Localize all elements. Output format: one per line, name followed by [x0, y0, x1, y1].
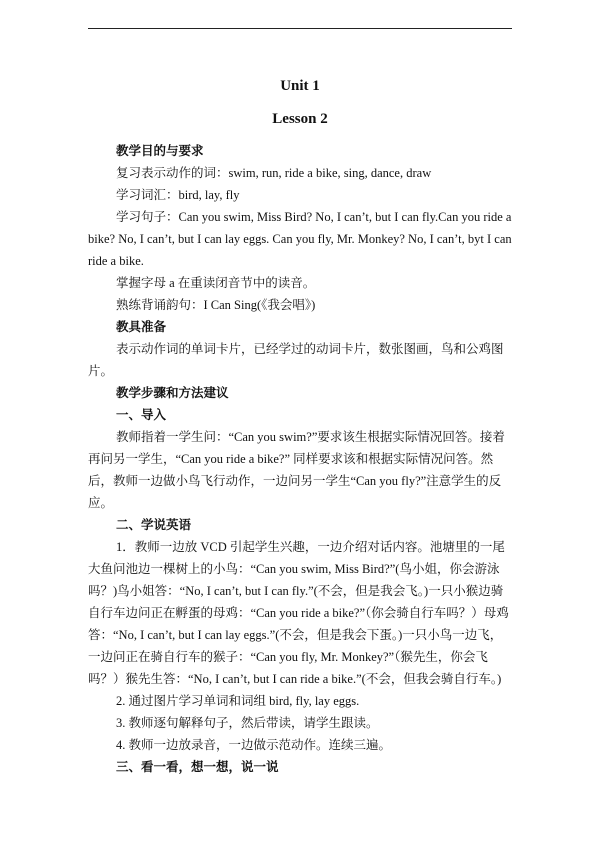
goal-item: 熟练背诵韵句：I Can Sing(《我会唱》) [116, 298, 316, 312]
step1-text: 教师指着一学生问：“Can you swim?”要求该生根据实际情况回答。接着再问另一学生，“Can you ride a bike?” 同样要求该和根据实际情况问答。然后，教师一边做小鸟飞行动作，一边问另一学生“Can you fly?”注意学生的反应。 [88, 430, 505, 510]
document-body [88, 78, 512, 778]
tools-text: 表示动作词的单词卡片，已经学过的动词卡片，数张图画，鸟和公鸡图片。 [88, 342, 504, 378]
step2-item: 1．教师一边放 VCD 引起学生兴趣，一边介绍对话内容。池塘里的一尾大鱼问池边一棵树上的小鸟：“Can you swim, Miss Bird?”(鸟小姐，你会游泳吗？)鸟小姐答：“No, I can’t, but I can fly.”(不会，但是我会飞。)一只小猴边骑自行车边问正在孵蛋的母鸡：“Can you ride a bike?”（你会骑自行车吗？）母鸡答：“No, I can’t, but I can lay eggs.”(不会，但是我会下蛋。)一只小鸟一边飞，一边问正在骑自行车的猴子：“Can you fly, Mr. Monkey?”（猴先生，你会飞吗？）猴先生答：“No, I can’t, but I can ride a bike.”(不会，但我会骑自行车。) [88, 540, 509, 686]
step1-heading: 一、导入 [116, 408, 167, 422]
step3-heading: 三、看一看，想一想，说一说 [116, 760, 279, 774]
header-rule [88, 28, 512, 29]
step2-item: 4. 教师一边放录音，一边做示范动作。连续三遍。 [116, 738, 392, 752]
tools-heading: 教具准备 [116, 320, 167, 334]
step2-item: 2. 通过图片学习单词和词组 bird, fly, lay eggs. [116, 694, 360, 708]
goal-item: 复习表示动作的词：swim, run, ride a bike, sing, dance, draw [116, 166, 432, 180]
goal-item: 掌握字母 a 在重读闭音节中的读音。 [116, 276, 316, 290]
step2-heading: 二、学说英语 [116, 518, 192, 532]
goal-item: 学习词汇：bird, lay, fly [116, 188, 240, 202]
step2-item: 3. 教师逐句解释句子，然后带读，请学生跟读。 [116, 716, 379, 730]
goal-item: 学习句子：Can you swim, Miss Bird? No, I can’t, but I can fly.Can you ride a bike? No, I can’t, but I can lay eggs. Can you fly, Mr. Monkey? No, I can’t, byt I can ride a bike. [88, 210, 512, 268]
lesson-title: Lesson 2 [272, 111, 328, 127]
steps-heading: 教学步骤和方法建议 [116, 386, 229, 400]
goals-heading: 教学目的与要求 [116, 144, 204, 158]
unit-title: Unit 1 [280, 78, 320, 94]
